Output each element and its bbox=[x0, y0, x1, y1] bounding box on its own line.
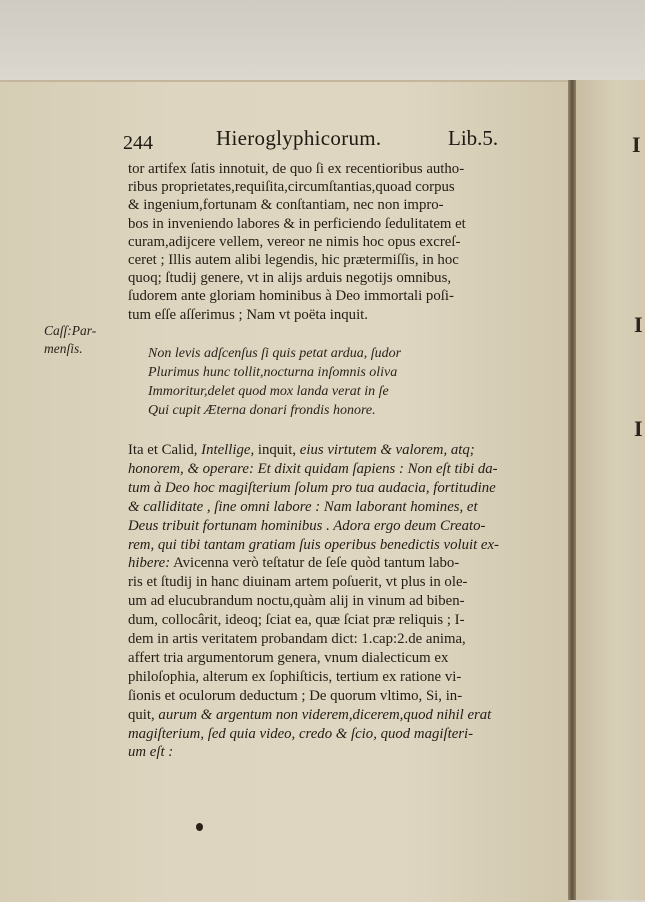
verse-line: Non levis adſcenſus ſi quis petat ardua, ſudor bbox=[148, 346, 402, 361]
text-segment: & calliditate , ſine omni labore : Nam laborant homines, et bbox=[128, 498, 478, 515]
text-segment: um eſt : bbox=[128, 744, 174, 761]
text-line bbox=[128, 743, 518, 761]
ink-blot bbox=[196, 823, 203, 831]
page-number: 244 bbox=[123, 132, 153, 154]
text-line bbox=[128, 630, 518, 648]
text-segment: Deus tribuit fortunam hominibus . Adora ergo deum Creato- bbox=[128, 517, 486, 534]
facing-page bbox=[576, 80, 645, 900]
text-segment: hibere: bbox=[128, 555, 171, 572]
text-segment: magiſterium, ſed quia video, credo & ſcio, quod magiſteri- bbox=[128, 725, 474, 742]
text-segment: dem in artis veritatem probandam dict: 1.cap:2.de anima, bbox=[128, 631, 466, 647]
text-segment: Ita et Calid, bbox=[128, 442, 202, 458]
text-line bbox=[128, 498, 518, 516]
text-segment: tum à Deo hoc magiſterium ſolum pro tua audacia, fortitudine bbox=[128, 479, 496, 496]
text-segment: Avicenna verò teſtatur de ſeſe quòd tantum labo- bbox=[170, 555, 460, 572]
text-line bbox=[128, 196, 518, 214]
text-line bbox=[128, 178, 518, 196]
text-segment: aurum & argentum non viderem,dicerem,quod nihil erat bbox=[154, 706, 492, 723]
text-line bbox=[128, 611, 518, 629]
text-line bbox=[128, 649, 518, 667]
text-segment: quit, bbox=[128, 706, 155, 723]
text-segment: inquit, bbox=[254, 442, 300, 458]
verse-line: Plurimus hunc tollit,nocturna inſomnis oliva bbox=[148, 365, 398, 380]
text-line bbox=[128, 479, 518, 497]
text-line bbox=[128, 573, 518, 591]
text-segment: ribus proprietates,requiſita,circumſtantias,quoad corpus bbox=[128, 179, 455, 196]
text-segment: um ad elucubrandum noctu,quàm alij in vinum ad biben- bbox=[128, 593, 465, 610]
text-segment: dum, collocârit, ideoq; ſciat ea, quæ ſciat præ reliquis ; I- bbox=[128, 612, 465, 629]
text-segment: ceret ; Illis autem alibi legendis, hic prætermiſſis, in hoc bbox=[128, 252, 459, 268]
text-segment: affert tria argumentorum genera, vnum dialecticum ex bbox=[128, 649, 449, 666]
text-line bbox=[128, 687, 518, 705]
text-segment: quoq; ſtudij genere, vt in alijs arduis negotijs omnibus, bbox=[128, 270, 452, 287]
text-line bbox=[128, 269, 518, 287]
text-segment: honorem, & operare: Et dixit quidam ſapiens : Non eſt tibi da- bbox=[128, 460, 498, 477]
margin-note-line: menſis. bbox=[44, 341, 83, 356]
text-line bbox=[128, 536, 518, 554]
text-segment: eius virtutem & valorem, atq; bbox=[299, 442, 475, 458]
facing-page-letter: I bbox=[632, 132, 641, 157]
text-line bbox=[128, 668, 518, 686]
text-line bbox=[128, 233, 518, 251]
text-line bbox=[128, 460, 518, 478]
facing-page-letter: I bbox=[634, 416, 643, 441]
background-surface bbox=[0, 0, 645, 84]
text-segment: tor artifex ſatis innotuit, de quo ſi ex recentioribus autho- bbox=[128, 161, 465, 177]
text-segment: ſudorem ante gloriam hominibus à Deo immortali poſi- bbox=[128, 288, 454, 305]
margin-note bbox=[44, 322, 118, 358]
text-line bbox=[128, 306, 518, 324]
book-number: Lib.5. bbox=[448, 126, 499, 150]
text-line bbox=[128, 517, 518, 535]
text-line bbox=[128, 554, 518, 572]
book-gutter bbox=[568, 80, 576, 900]
text-segment: Intellige, bbox=[201, 442, 255, 458]
facing-page-letter: I bbox=[634, 312, 643, 337]
verse-line: Qui cupit Æterna donari frondis honore. bbox=[148, 403, 376, 418]
text-segment: bos in inveniendo labores & in perficiendo ſedulitatem et bbox=[128, 215, 466, 232]
text-line bbox=[128, 215, 518, 233]
running-title: Hieroglyphicorum. bbox=[216, 126, 382, 150]
text-segment: & ingenium,fortunam & conſtantiam, nec non impro- bbox=[128, 197, 444, 214]
text-segment: tum eſſe aſſerimus ; Nam vt poëta inquit. bbox=[128, 306, 368, 323]
text-line bbox=[128, 725, 518, 743]
running-header bbox=[120, 126, 520, 156]
text-line bbox=[128, 287, 518, 305]
text-segment: curam,adijcere vellem, vereor ne nimis hoc opus excreſ- bbox=[128, 233, 461, 250]
text-segment: ſionis et oculorum deductum ; De quorum vltimo, Si, in- bbox=[128, 687, 463, 704]
text-segment: ris et ſtudij in hanc diuinam artem poſuerit, vt plus in ole- bbox=[128, 574, 468, 591]
text-segment: rem, qui tibi tantam gratiam ſuis operibus benedictis voluit ex- bbox=[128, 536, 499, 553]
margin-note-line: Caſſ:Par- bbox=[44, 323, 97, 338]
text-line bbox=[128, 706, 518, 724]
text-line bbox=[128, 441, 518, 459]
text-line bbox=[128, 592, 518, 610]
text-line bbox=[128, 160, 518, 178]
text-line bbox=[128, 251, 518, 269]
verse-line: Immoritur,delet quod mox landa verat in ſe bbox=[148, 384, 389, 399]
text-segment: philoſophia, alterum ex ſophiſticis, tertium ex ratione vi- bbox=[128, 668, 462, 685]
